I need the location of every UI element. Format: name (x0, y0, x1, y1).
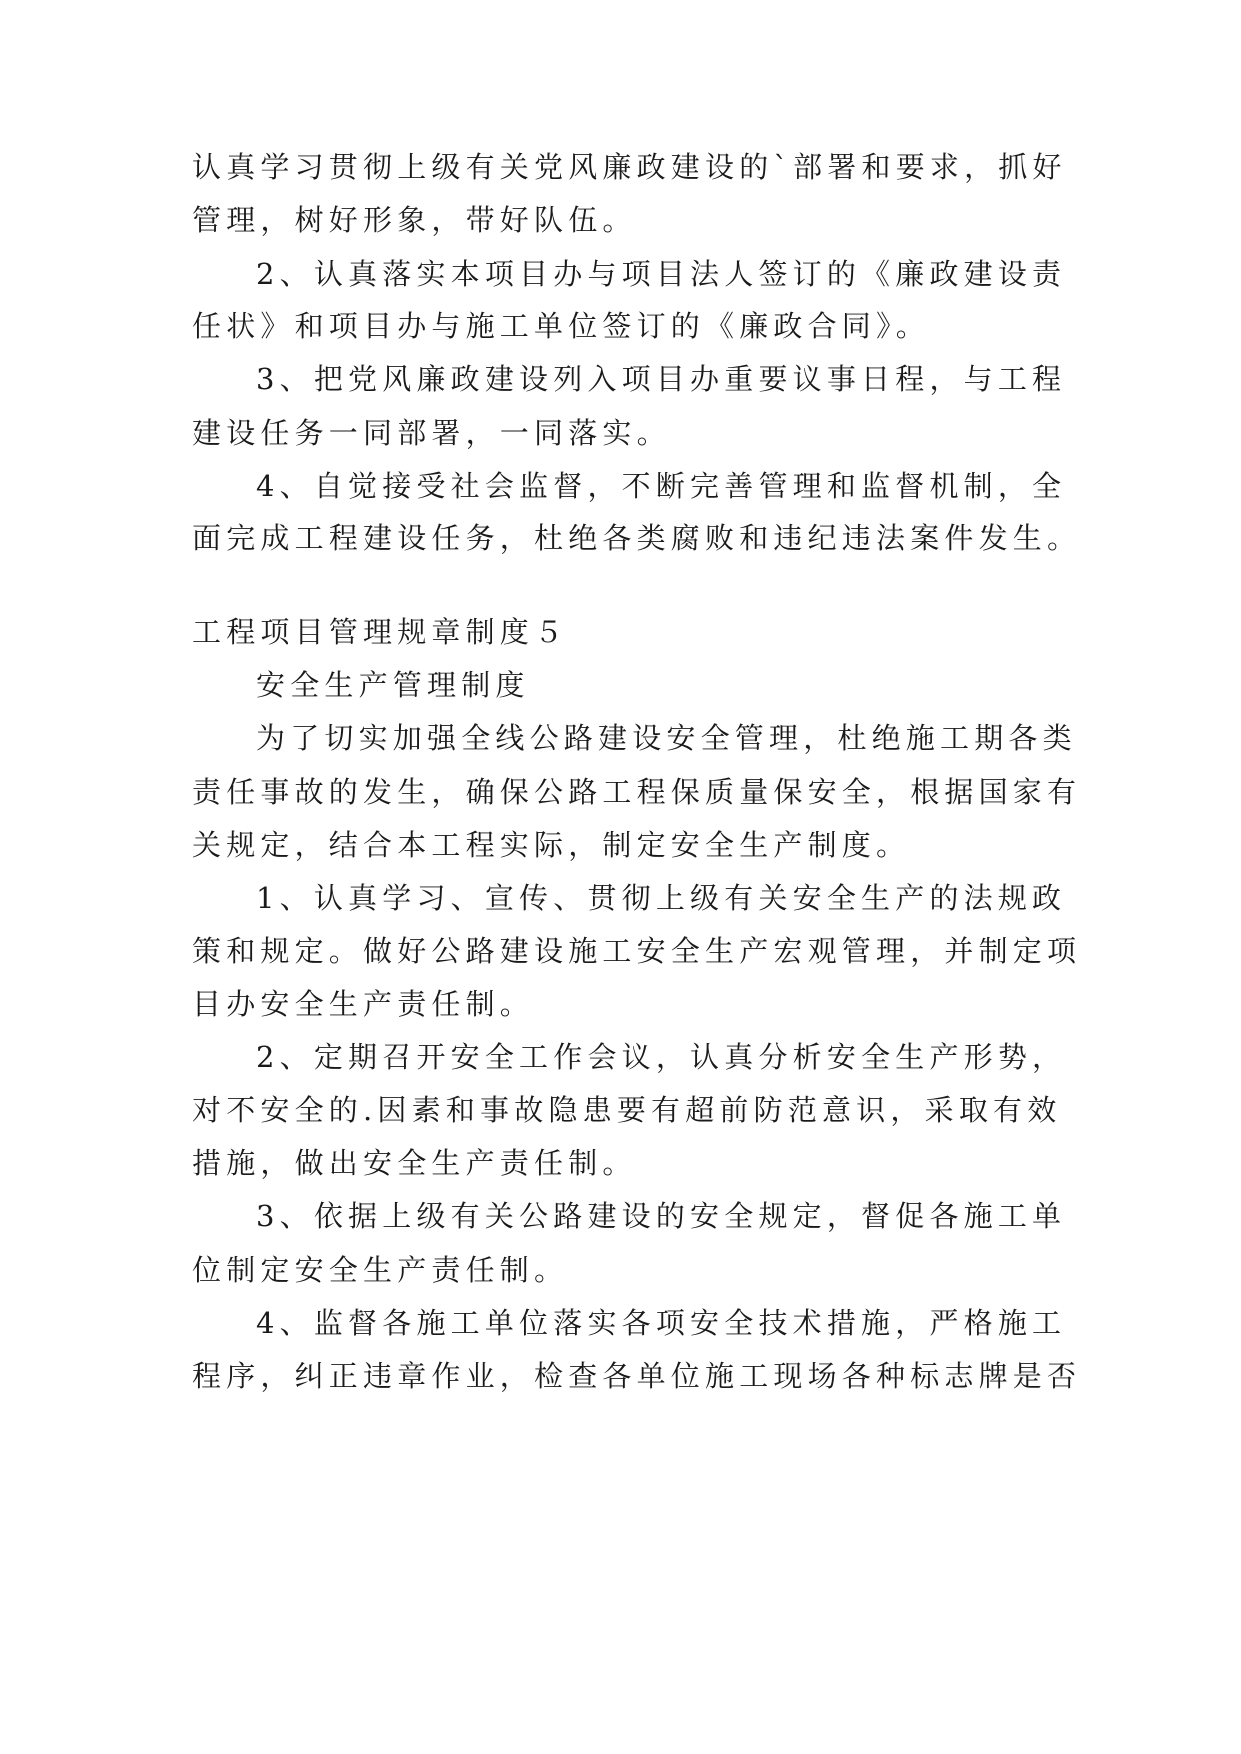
paragraph-line: 建设任务一同部署，一同落实。 (192, 416, 671, 450)
paragraph-line: 位制定安全生产责任制。 (192, 1253, 569, 1287)
paragraph-line: 2、定期召开安全工作会议，认真分析安全生产形势， (256, 1040, 1067, 1074)
paragraph-line: 面完成工程建设任务，杜绝各类腐败和违纪违法案件发生。 (192, 521, 1082, 555)
section-subheading: 安全生产管理制度 (256, 668, 530, 702)
paragraph-line: 4、监督各施工单位落实各项安全技术措施，严格施工 (256, 1306, 1067, 1340)
paragraph-line: 对不安全的.因素和事故隐患要有超前防范意识，采取有效 (192, 1093, 1062, 1127)
paragraph-line: 策和规定。做好公路建设施工安全生产宏观管理，并制定项 (192, 934, 1082, 968)
paragraph-line: 措施，做出安全生产责任制。 (192, 1146, 637, 1180)
paragraph-line: 4、自觉接受社会监督，不断完善管理和监督机制，全 (256, 469, 1067, 503)
paragraph-line: 责任事故的发生，确保公路工程保质量保安全，根据国家有 (192, 775, 1082, 809)
paragraph-line: 3、把党风廉政建设列入项目办重要议事日程，与工程 (256, 362, 1067, 396)
paragraph-line: 为了切实加强全线公路建设安全管理，杜绝施工期各类 (256, 721, 1077, 755)
section-heading: 工程项目管理规章制度５ (192, 615, 569, 649)
paragraph-line: 程序，纠正违章作业，检查各单位施工现场各种标志牌是否 (192, 1359, 1082, 1393)
paragraph-line: 关规定，结合本工程实际，制定安全生产制度。 (192, 828, 911, 862)
paragraph-line: 认真学习贯彻上级有关党风廉政建设的`部署和要求，抓好 (192, 150, 1067, 184)
paragraph-line: 3、依据上级有关公路建设的安全规定，督促各施工单 (256, 1199, 1067, 1233)
paragraph-line: 管理，树好形象，带好队伍。 (192, 203, 637, 237)
paragraph-line: 2、认真落实本项目办与项目法人签订的《廉政建设责 (256, 257, 1067, 291)
paragraph-line: 任状》和项目办与施工单位签订的《廉政合同》。 (192, 309, 930, 343)
paragraph-line: 目办安全生产责任制。 (192, 987, 535, 1021)
paragraph-line: 1、认真学习、宣传、贯彻上级有关安全生产的法规政 (256, 881, 1067, 915)
